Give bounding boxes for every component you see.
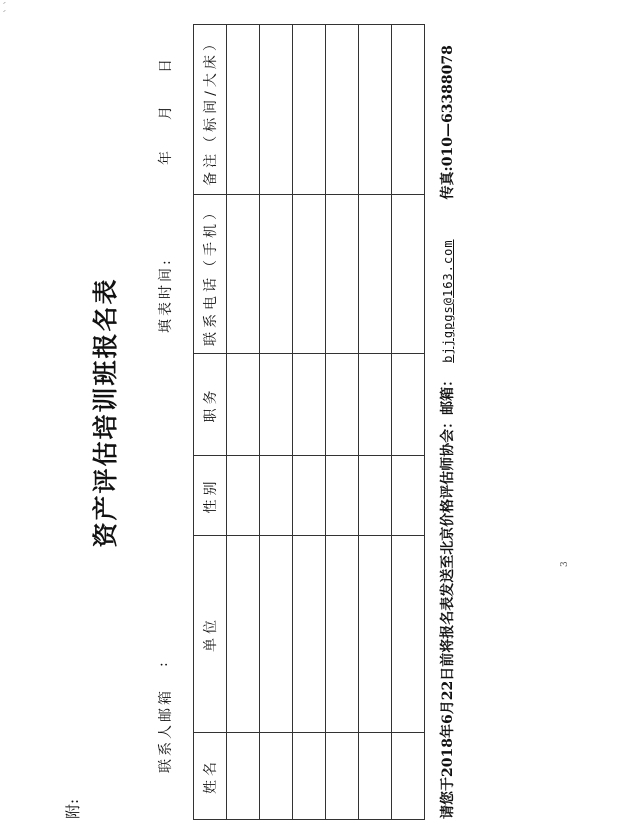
table-row xyxy=(227,25,260,820)
table-row xyxy=(260,25,293,820)
position-cell[interactable] xyxy=(293,354,326,456)
header-gender: 性别 xyxy=(194,456,227,536)
name-cell[interactable] xyxy=(392,733,425,820)
header-name: 姓名 xyxy=(194,733,227,820)
name-cell[interactable] xyxy=(359,733,392,820)
remarks-cell[interactable] xyxy=(293,25,326,195)
page-number: 3 xyxy=(560,561,570,567)
position-cell[interactable] xyxy=(326,354,359,456)
table-row xyxy=(392,25,425,820)
registration-table xyxy=(193,24,425,820)
form-title: 资产评估培训班报名表 xyxy=(91,277,120,548)
instruction-text: 请您于2018年6月22日前将报名表发送至北京价格评估师协会： xyxy=(440,414,456,819)
table-row xyxy=(359,25,392,820)
unit-cell[interactable] xyxy=(293,536,326,733)
position-cell[interactable] xyxy=(227,354,260,456)
email-link[interactable]: bjjgpgs@163.com xyxy=(441,239,455,363)
remarks-cell[interactable] xyxy=(227,25,260,195)
unit-cell[interactable] xyxy=(227,536,260,733)
header-unit: 单位 xyxy=(194,536,227,733)
fill-time-label: 填表时间: xyxy=(158,257,174,333)
date-day-label: 日 xyxy=(158,59,174,73)
name-cell[interactable] xyxy=(260,733,293,820)
fax-number: 传真:010—63388078 xyxy=(440,45,456,200)
phone-cell[interactable] xyxy=(227,195,260,354)
table-row xyxy=(293,25,326,820)
unit-cell[interactable] xyxy=(359,536,392,733)
gender-cell[interactable] xyxy=(359,456,392,536)
date-month-label: 月 xyxy=(158,106,174,120)
position-cell[interactable] xyxy=(392,354,425,456)
header-position: 职务 xyxy=(194,354,227,456)
phone-cell[interactable] xyxy=(392,195,425,354)
table-row xyxy=(326,25,359,820)
contact-email-colon: : xyxy=(155,662,171,667)
gender-cell[interactable] xyxy=(392,456,425,536)
remarks-cell[interactable] xyxy=(359,25,392,195)
unit-cell[interactable] xyxy=(326,536,359,733)
position-cell[interactable] xyxy=(260,354,293,456)
gender-cell[interactable] xyxy=(260,456,293,536)
name-cell[interactable] xyxy=(293,733,326,820)
gender-cell[interactable] xyxy=(227,456,260,536)
phone-cell[interactable] xyxy=(293,195,326,354)
position-cell[interactable] xyxy=(359,354,392,456)
table-header-row xyxy=(194,25,227,820)
name-cell[interactable] xyxy=(326,733,359,820)
phone-cell[interactable] xyxy=(359,195,392,354)
remarks-cell[interactable] xyxy=(260,25,293,195)
header-remarks: 备注（标间/大床） xyxy=(194,25,227,195)
remarks-cell[interactable] xyxy=(326,25,359,195)
name-cell[interactable] xyxy=(227,733,260,820)
attachment-label: 附: xyxy=(64,798,82,819)
unit-cell[interactable] xyxy=(392,536,425,733)
email-label: 邮箱： xyxy=(440,372,456,415)
contact-email-label: 联系人邮箱 xyxy=(158,688,174,773)
phone-cell[interactable] xyxy=(326,195,359,354)
gender-cell[interactable] xyxy=(293,456,326,536)
phone-cell[interactable] xyxy=(260,195,293,354)
date-year-label: 年 xyxy=(158,151,174,165)
unit-cell[interactable] xyxy=(260,536,293,733)
scan-artifact: ` ` xyxy=(4,0,15,13)
header-phone: 联系电话（手机） xyxy=(194,195,227,354)
submission-instruction xyxy=(437,45,457,819)
gender-cell[interactable] xyxy=(326,456,359,536)
remarks-cell[interactable] xyxy=(392,25,425,195)
